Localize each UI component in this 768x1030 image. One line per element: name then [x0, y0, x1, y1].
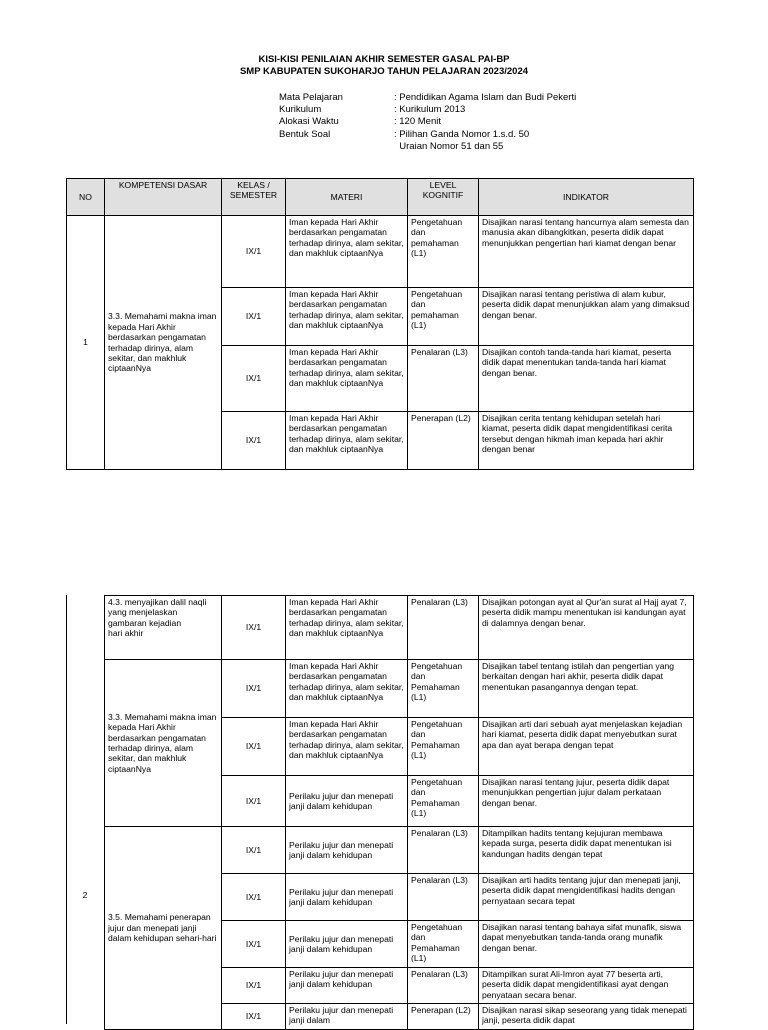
level-cell: Penalaran (L3)	[408, 827, 479, 874]
level-cell: Pengetahuan dan Pemahaman (L1)	[408, 776, 479, 827]
kelas-cell: IX/1	[222, 827, 286, 874]
meta-label: Kurikulum	[279, 104, 322, 116]
indikator-cell: Disajikan narasi sikap seseorang yang tidak menepati janji, peserta didik dapat	[479, 1004, 694, 1030]
indikator-cell: Disajikan potongan ayat al Qur'an surat al Hajj ayat 7, peserta didik mampu menentukan isi kandungan ayat di dalamnya dengan benar.	[479, 596, 694, 660]
meta-label	[279, 141, 394, 153]
meta-value: Uraian Nomor 51 dan 55	[394, 140, 504, 152]
kelas-cell: IX/1	[222, 596, 286, 660]
row-number: 1	[67, 216, 105, 470]
meta-value: : Pilihan Ganda Nomor 1.s.d. 50	[394, 128, 530, 140]
materi-cell: Iman kepada Hari Akhir berdasarkan pengamatan terhadap dirinya, alam sekitar, dan makhluk ciptaanNya	[286, 412, 408, 470]
materi-cell: Iman kepada Hari Akhir berdasarkan pengamatan terhadap dirinya, alam sekitar, dan makhluk ciptaanNya	[286, 660, 408, 718]
assessment-table-1	[66, 178, 694, 470]
materi-cell: Perilaku jujur dan menepati janji dalam kehidupan	[286, 827, 408, 874]
level-cell: Penalaran (L3)	[408, 874, 479, 921]
materi-cell: Iman kepada Hari Akhir berdasarkan pengamatan terhadap dirinya, alam sekitar, dan makhluk ciptaanNya	[286, 596, 408, 660]
level-cell: Penerapan (L2)	[408, 1004, 479, 1030]
table-row	[105, 596, 694, 660]
indikator-cell: Disajikan arti dari sebuah ayat menjelaskan kejadian hari kiamat, peserta didik dapat menyebutkan surat apa dan ayat berapa dengan tepat	[479, 718, 694, 776]
materi-cell: Perilaku jujur dan menepati janji dalam kehidupan	[286, 968, 408, 1004]
kompetensi-dasar-cell: 3.5. Memahami penerapan jujur dan menepati janji dalam kehidupan sehari-hari	[105, 827, 222, 1030]
meta-row	[279, 141, 576, 153]
level-cell: Pengetahuan dan Pemahaman (L1)	[408, 718, 479, 776]
materi-cell: Perilaku jujur dan menepati janji dalam kehidupan	[286, 874, 408, 921]
meta-label: Mata Pelajaran	[279, 92, 343, 103]
level-cell: Pengetahuan dan pemahaman (L1)	[408, 288, 479, 346]
kelas-cell: IX/1	[222, 1004, 286, 1030]
materi-cell: Perilaku jujur dan menepati janji dalam kehidupan	[286, 776, 408, 827]
indikator-cell: Disajikan narasi tentang hancurnya alam semesta dan manusia akan dibangkitkan, peserta didik dapat menunjukkan pengertian hari kiamat dengan benar	[479, 216, 694, 288]
kelas-cell: IX/1	[222, 718, 286, 776]
document-title-line2: SMP KABUPATEN SUKOHARJO TAHUN PELAJARAN 2023/2024	[239, 66, 529, 77]
kelas-cell: IX/1	[222, 216, 286, 288]
kompetensi-dasar-cell: 4.3. menyajikan dalil naqli yang menjelaskan gambaran kejadian hari akhir	[105, 596, 222, 660]
table-row	[105, 827, 694, 874]
meta-value: : Pendidikan Agama Islam dan Budi Pekerti	[394, 92, 577, 103]
materi-cell: Iman kepada Hari Akhir berdasarkan pengamatan terhadap dirinya, alam sekitar, dan makhluk ciptaanNya	[286, 346, 408, 412]
meta-row	[279, 104, 576, 116]
kelas-cell: IX/1	[222, 874, 286, 921]
col-header-kelas: KELAS / SEMESTER	[222, 179, 286, 216]
kelas-cell: IX/1	[222, 776, 286, 827]
assessment-table-2	[104, 595, 694, 1030]
col-header-level: LEVEL KOGNITIF	[408, 179, 479, 216]
kelas-cell: IX/1	[222, 660, 286, 718]
meta-label: Bentuk Soal	[279, 128, 331, 140]
meta-value: : Kurikulum 2013	[394, 104, 466, 116]
col-header-no: NO	[67, 179, 105, 216]
kompetensi-dasar-cell: 3.3. Memahami makna iman kepada Hari Akhir berdasarkan pengamatan terhadap dirinya, alam sekitar, dan makhluk ciptaanNya	[105, 216, 222, 470]
col-header-indikator: INDIKATOR	[479, 179, 694, 216]
table-header-row	[67, 179, 694, 216]
materi-cell: Iman kepada Hari Akhir berdasarkan pengamatan terhadap dirinya, alam sekitar, dan makhluk ciptaanNya	[286, 718, 408, 776]
level-cell: Pengetahuan dan Pemahaman (L1)	[408, 660, 479, 718]
kelas-cell: IX/1	[222, 968, 286, 1004]
meta-label: Alokasi Waktu	[279, 116, 339, 128]
meta-info	[279, 92, 576, 153]
kelas-cell: IX/1	[222, 346, 286, 412]
indikator-cell: Disajikan contoh tanda-tanda hari kiamat, peserta didik dapat menentukan tanda-tanda hari kiamat dengan benar.	[479, 346, 694, 412]
row-number: 2	[82, 890, 88, 900]
kelas-cell: IX/1	[222, 921, 286, 968]
indikator-cell: Disajikan narasi tentang peristiwa di alam kubur, peserta didik dapat menunjukkan alam yang dimaksud dengan benar.	[479, 288, 694, 346]
col-header-materi: MATERI	[286, 179, 408, 216]
level-cell: Pengetahuan dan Pemahaman (L1)	[408, 921, 479, 968]
indikator-cell: Ditampilkan surat Ali-Imron ayat 77 beserta arti, peserta didik dapat mengidentifikasi ayat dengan penyataan secara benar.	[479, 968, 694, 1004]
no-column-left-border	[66, 595, 67, 1024]
level-cell: Penalaran (L3)	[408, 968, 479, 1004]
meta-row	[279, 116, 576, 128]
level-cell: Penalaran (L3)	[408, 596, 479, 660]
document-title-line1: KISI-KISI PENILAIAN AKHIR SEMESTER GASAL PAI-BP	[258, 54, 510, 65]
materi-cell: Perilaku jujur dan menepati janji dalam	[286, 1004, 408, 1030]
materi-cell: Iman kepada Hari Akhir berdasarkan pengamatan terhadap dirinya, alam sekitar, dan makhluk ciptaanNya	[286, 288, 408, 346]
meta-value: : 120 Menit	[394, 116, 441, 128]
indikator-cell: Disajikan arti hadits tentang jujur dan menepati janji, peserta didik dapat mengidentifikasi hadits dengan pernyataan secara tepat	[479, 874, 694, 921]
indikator-cell: Disajikan cerita tentang kehidupan setelah hari kiamat, peserta didik dapat mengidentifikasi cerita tersebut dengan hikmah iman kepada hari akhir dengan benar	[479, 412, 694, 470]
materi-cell: Iman kepada Hari Akhir berdasarkan pengamatan terhadap dirinya, alam sekitar, dan makhluk ciptaanNya	[286, 216, 408, 288]
meta-row	[279, 129, 576, 141]
meta-row	[279, 92, 576, 104]
level-cell: Pengetahuan dan pemahaman (L1)	[408, 216, 479, 288]
indikator-cell: Disajikan tabel tentang istilah dan pengertian yang berkaitan dengan hari akhir, peserta didik dapat menentukan pasangannya dengan tepat.	[479, 660, 694, 718]
col-header-kd: KOMPETENSI DASAR	[105, 179, 222, 216]
kelas-cell: IX/1	[222, 412, 286, 470]
materi-cell: Perilaku jujur dan menepati janji dalam kehidupan	[286, 921, 408, 968]
level-cell: Penerapan (L2)	[408, 412, 479, 470]
level-cell: Penalaran (L3)	[408, 346, 479, 412]
indikator-cell: Disajikan narasi tentang bahaya sifat munafik, siswa dapat menyebutkan tanda-tanda orang munafik dengan benar.	[479, 921, 694, 968]
kompetensi-dasar-cell: 3.3. Memahami makna iman kepada Hari Akhir berdasarkan pengamatan terhadap dirinya, alam sekitar, dan makhluk ciptaanNya	[105, 660, 222, 827]
table-row	[67, 216, 694, 288]
table-row	[105, 660, 694, 718]
kelas-cell: IX/1	[222, 288, 286, 346]
indikator-cell: Ditampilkan hadits tentang kejujuran membawa kepada surga, peserta didik dapat menentukan isi kandungan hadits dengan tepat	[479, 827, 694, 874]
indikator-cell: Disajikan narasi tentang jujur, peserta didik dapat menunjukkan pengertian jujur dalam perkataan dengan benar.	[479, 776, 694, 827]
